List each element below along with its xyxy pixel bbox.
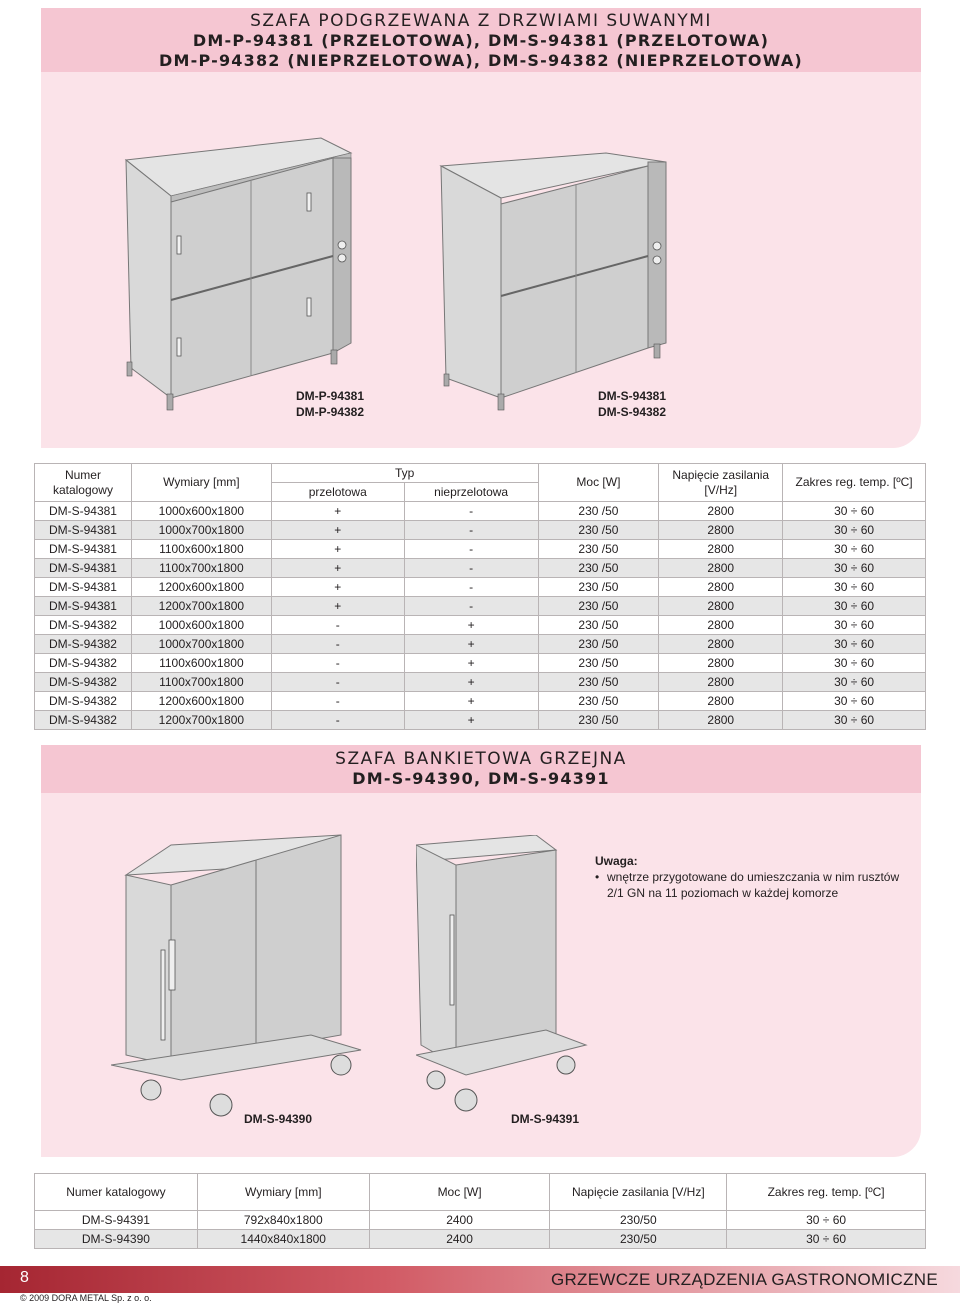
table-cell: 1000x700x1800 <box>131 635 271 654</box>
table-cell: - <box>404 559 538 578</box>
table-cell: 230 /50 <box>538 559 659 578</box>
table-cell: 230/50 <box>550 1211 727 1230</box>
table-cell: DM-S-94381 <box>35 597 132 616</box>
table-cell: 230 /50 <box>538 540 659 559</box>
spec-table-2-body <box>35 1211 926 1249</box>
caption-dm-s-94391: DM-S-94391 <box>511 1112 580 1126</box>
caption-dm-s-line2: DM-S-94382 <box>598 405 667 419</box>
table-cell: 792x840x1800 <box>197 1211 369 1230</box>
table-row <box>35 1211 926 1230</box>
table-cell: 2400 <box>369 1211 550 1230</box>
table-cell: 2800 <box>659 692 783 711</box>
table-cell: 30 ÷ 60 <box>783 654 926 673</box>
table2-header-napiecie: Napięcie zasilania [V/Hz] <box>550 1174 727 1211</box>
table-cell: 1440x840x1800 <box>197 1230 369 1249</box>
note-title: Uwaga: <box>595 854 638 868</box>
table-cell: - <box>404 540 538 559</box>
table-cell: 2800 <box>659 559 783 578</box>
table-cell: 30 ÷ 60 <box>783 711 926 730</box>
table-cell: + <box>404 654 538 673</box>
table-cell: 2800 <box>659 578 783 597</box>
table-cell: 2800 <box>659 597 783 616</box>
header-przelotowa: przelotowa <box>271 483 404 502</box>
table-cell: - <box>271 654 404 673</box>
note-text: • wnętrze przygotowane do umieszczania w nim rusztów 2/1 GN na 11 poziomach w każdej komorze <box>595 869 919 901</box>
table-cell: - <box>271 616 404 635</box>
table-cell: 230/50 <box>550 1230 727 1249</box>
section2-title-line1: SZAFA BANKIETOWA GRZEJNA <box>335 749 627 769</box>
table-cell: + <box>271 578 404 597</box>
table-cell: DM-S-94390 <box>35 1230 198 1249</box>
section2-panel <box>41 745 921 1157</box>
spec-table-1-body <box>35 502 926 730</box>
table-cell: DM-S-94391 <box>35 1211 198 1230</box>
table-cell: 230 /50 <box>538 654 659 673</box>
table-cell: 30 ÷ 60 <box>783 635 926 654</box>
table-row <box>35 616 926 635</box>
table-row <box>35 692 926 711</box>
table-cell: - <box>404 521 538 540</box>
table-cell: + <box>271 540 404 559</box>
table-cell: - <box>404 502 538 521</box>
table-cell: + <box>271 559 404 578</box>
section1-panel <box>41 8 921 448</box>
page-number: 8 <box>20 1269 29 1286</box>
table-cell: DM-S-94381 <box>35 540 132 559</box>
table-cell: 30 ÷ 60 <box>783 559 926 578</box>
table-row <box>35 521 926 540</box>
header-zakres: Zakres reg. temp. [ºC] <box>783 464 926 502</box>
table-cell: 30 ÷ 60 <box>727 1211 926 1230</box>
table-cell: 30 ÷ 60 <box>727 1230 926 1249</box>
table-cell: 2800 <box>659 540 783 559</box>
table-cell: 2800 <box>659 616 783 635</box>
caption-dm-s-line1: DM-S-94381 <box>598 389 667 403</box>
header-moc: Moc [W] <box>538 464 659 502</box>
table2-header-wymiary: Wymiary [mm] <box>197 1174 369 1211</box>
section2-title-line2: DM-S-94390, DM-S-94391 <box>352 769 610 788</box>
table-cell: 30 ÷ 60 <box>783 616 926 635</box>
table-row <box>35 673 926 692</box>
table-cell: 1200x600x1800 <box>131 692 271 711</box>
table-cell: 2800 <box>659 502 783 521</box>
table-cell: 230 /50 <box>538 692 659 711</box>
table-cell: - <box>404 597 538 616</box>
table-cell: 2800 <box>659 635 783 654</box>
table-cell: - <box>271 673 404 692</box>
table-cell: - <box>271 711 404 730</box>
table-cell: - <box>271 635 404 654</box>
table-cell: 30 ÷ 60 <box>783 673 926 692</box>
table2-header-moc: Moc [W] <box>369 1174 550 1211</box>
section1-title-line3: DM-P-94382 (NIEPRZELOTOWA), DM-S-94382 (NIEPRZELOTOWA) <box>159 51 803 70</box>
table-row <box>35 578 926 597</box>
section1-title-line2: DM-P-94381 (PRZELOTOWA), DM-S-94381 (PRZELOTOWA) <box>192 31 770 50</box>
table-cell: 1000x700x1800 <box>131 521 271 540</box>
caption-dm-s <box>598 388 666 420</box>
caption-dm-p-line2: DM-P-94382 <box>296 405 365 419</box>
copyright: © 2009 DORA METAL Sp. z o. o. <box>20 1293 152 1303</box>
cabinet-drawing-dm-p <box>111 118 431 418</box>
header-nieprzelotowa: nieprzelotowa <box>404 483 538 502</box>
table-cell: + <box>404 616 538 635</box>
table-cell: 230 /50 <box>538 502 659 521</box>
table-cell: + <box>404 711 538 730</box>
section1-title <box>41 8 921 72</box>
table-cell: DM-S-94382 <box>35 635 132 654</box>
table-cell: 2400 <box>369 1230 550 1249</box>
footer-brand: GRZEWCZE URZĄDZENIA GASTRONOMICZNE <box>550 1270 938 1289</box>
table-cell: - <box>271 692 404 711</box>
table-row <box>35 1230 926 1249</box>
table-row <box>35 654 926 673</box>
table-cell: 1100x600x1800 <box>131 540 271 559</box>
table-row <box>35 540 926 559</box>
table-cell: 230 /50 <box>538 673 659 692</box>
table-cell: 2800 <box>659 673 783 692</box>
table-cell: + <box>404 673 538 692</box>
table-cell: 2800 <box>659 521 783 540</box>
table-cell: 230 /50 <box>538 521 659 540</box>
table-cell: 1100x600x1800 <box>131 654 271 673</box>
table-cell: 30 ÷ 60 <box>783 578 926 597</box>
table-cell: DM-S-94381 <box>35 578 132 597</box>
table-cell: DM-S-94381 <box>35 521 132 540</box>
table-row <box>35 635 926 654</box>
header-napiecie: Napięcie zasilania [V/Hz] <box>659 464 783 502</box>
table-cell: DM-S-94381 <box>35 559 132 578</box>
table-row <box>35 711 926 730</box>
table-cell: 230 /50 <box>538 711 659 730</box>
spec-table-1 <box>34 463 926 730</box>
spec-table-2 <box>34 1173 926 1249</box>
header-typ: Typ <box>271 464 538 483</box>
table-row <box>35 597 926 616</box>
table-cell: 1000x600x1800 <box>131 502 271 521</box>
table-cell: 30 ÷ 60 <box>783 521 926 540</box>
table-cell: 1200x700x1800 <box>131 597 271 616</box>
caption-dm-s-94390: DM-S-94390 <box>244 1112 313 1126</box>
table-cell: 2800 <box>659 711 783 730</box>
section1-title-line1: SZAFA PODGRZEWANA Z DRZWIAMI SUWANYMI <box>250 11 712 31</box>
table-cell: + <box>404 635 538 654</box>
table2-header-zakres: Zakres reg. temp. [ºC] <box>727 1174 926 1211</box>
header-numer: Numer katalogowy <box>35 464 132 502</box>
table-cell: 230 /50 <box>538 635 659 654</box>
table-cell: DM-S-94382 <box>35 616 132 635</box>
table-cell: 230 /50 <box>538 597 659 616</box>
table-cell: 1000x600x1800 <box>131 616 271 635</box>
table-cell: DM-S-94382 <box>35 692 132 711</box>
table-cell: DM-S-94382 <box>35 654 132 673</box>
table-cell: DM-S-94381 <box>35 502 132 521</box>
table-cell: DM-S-94382 <box>35 673 132 692</box>
table-row <box>35 559 926 578</box>
table-cell: 230 /50 <box>538 578 659 597</box>
table-cell: 30 ÷ 60 <box>783 597 926 616</box>
table-cell: 30 ÷ 60 <box>783 502 926 521</box>
section2-title <box>41 745 921 793</box>
note-box <box>595 853 915 901</box>
table-cell: + <box>404 692 538 711</box>
table-cell: 1200x700x1800 <box>131 711 271 730</box>
banquet-cabinet-double-drawing <box>111 825 411 1125</box>
caption-dm-p <box>296 388 364 420</box>
cabinet-drawing-dm-s <box>436 148 736 418</box>
header-wymiary: Wymiary [mm] <box>131 464 271 502</box>
table-cell: + <box>271 521 404 540</box>
table-cell: + <box>271 502 404 521</box>
table2-header-numer: Numer katalogowy <box>35 1174 198 1211</box>
table-cell: 30 ÷ 60 <box>783 540 926 559</box>
table-cell: 2800 <box>659 654 783 673</box>
table-row <box>35 502 926 521</box>
table-cell: 230 /50 <box>538 616 659 635</box>
banquet-cabinet-single-drawing <box>416 835 616 1125</box>
caption-dm-p-line1: DM-P-94381 <box>296 389 365 403</box>
table-cell: 1100x700x1800 <box>131 673 271 692</box>
table-cell: 1200x600x1800 <box>131 578 271 597</box>
table-cell: 1100x700x1800 <box>131 559 271 578</box>
table-cell: + <box>271 597 404 616</box>
table-cell: 30 ÷ 60 <box>783 692 926 711</box>
table-cell: DM-S-94382 <box>35 711 132 730</box>
table-cell: - <box>404 578 538 597</box>
